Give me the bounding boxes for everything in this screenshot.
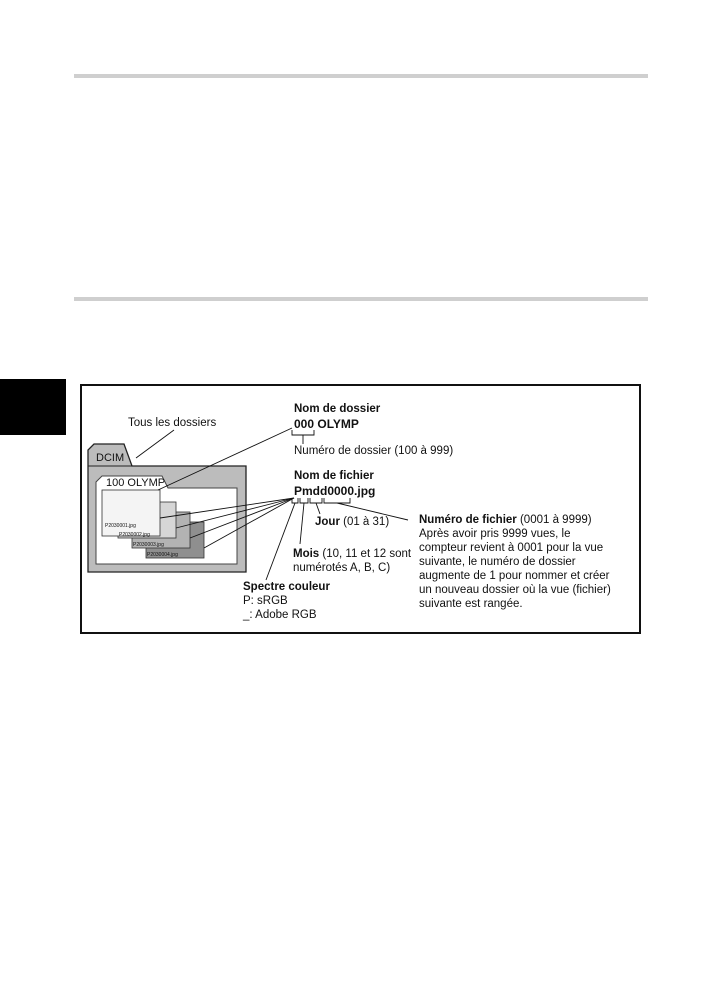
color-space-block bbox=[243, 580, 330, 622]
chapter-tab bbox=[0, 379, 66, 435]
color-space-p: P: sRGB bbox=[243, 595, 288, 607]
dcim-label: DCIM bbox=[96, 452, 125, 464]
file-name-1: P2030001.jpg bbox=[105, 523, 136, 529]
file-name-2: P2030002.jpg bbox=[119, 532, 150, 538]
month-title: Mois bbox=[293, 548, 320, 560]
all-folders-label: Tous les dossiers bbox=[128, 417, 217, 429]
file-name-3: P2030003.jpg bbox=[133, 542, 164, 548]
subfolder-label: 100 OLYMP bbox=[106, 477, 166, 489]
month-label bbox=[293, 547, 411, 575]
top-divider bbox=[74, 74, 648, 78]
folder-number-label: Numéro de dossier (100 à 999) bbox=[294, 445, 454, 457]
file-number-desc: Après avoir pris 9999 vues, le compteur revient à 0001 pour la vue suivante, le numéro de dossier augmente de 1 pour nommer et créer un nouveau dossier où la vue (fichier) suivante est rangée. bbox=[419, 528, 611, 610]
file-naming-diagram bbox=[80, 384, 641, 634]
file-name-format: Pmdd0000.jpg bbox=[294, 484, 376, 498]
middle-divider bbox=[74, 297, 648, 301]
day-label bbox=[315, 515, 389, 529]
color-space-title: Spectre couleur bbox=[243, 581, 330, 593]
day-title: Jour bbox=[315, 516, 340, 528]
leader-all-folders bbox=[136, 430, 174, 458]
month-desc-1: (10, 11 et 12 sont bbox=[319, 548, 412, 560]
file-number-block bbox=[419, 513, 619, 611]
folder-name-title: Nom de dossier bbox=[294, 403, 381, 415]
file-name-4: P2030004.jpg bbox=[147, 552, 178, 558]
leader-day bbox=[316, 503, 320, 514]
file-number-title: Numéro de fichier bbox=[419, 514, 517, 526]
leader-month bbox=[300, 503, 304, 544]
file-number-range: (0001 à 9999) bbox=[516, 514, 592, 526]
month-desc-2: numérotés A, B, C) bbox=[293, 562, 391, 574]
file-name-title: Nom de fichier bbox=[294, 470, 374, 482]
folder-name-format: 000 OLYMP bbox=[294, 417, 359, 431]
day-range: (01 à 31) bbox=[339, 516, 390, 528]
leader-color-space bbox=[266, 503, 295, 580]
color-space-u: _: Adobe RGB bbox=[243, 609, 317, 621]
file-thumb-1 bbox=[102, 490, 160, 536]
